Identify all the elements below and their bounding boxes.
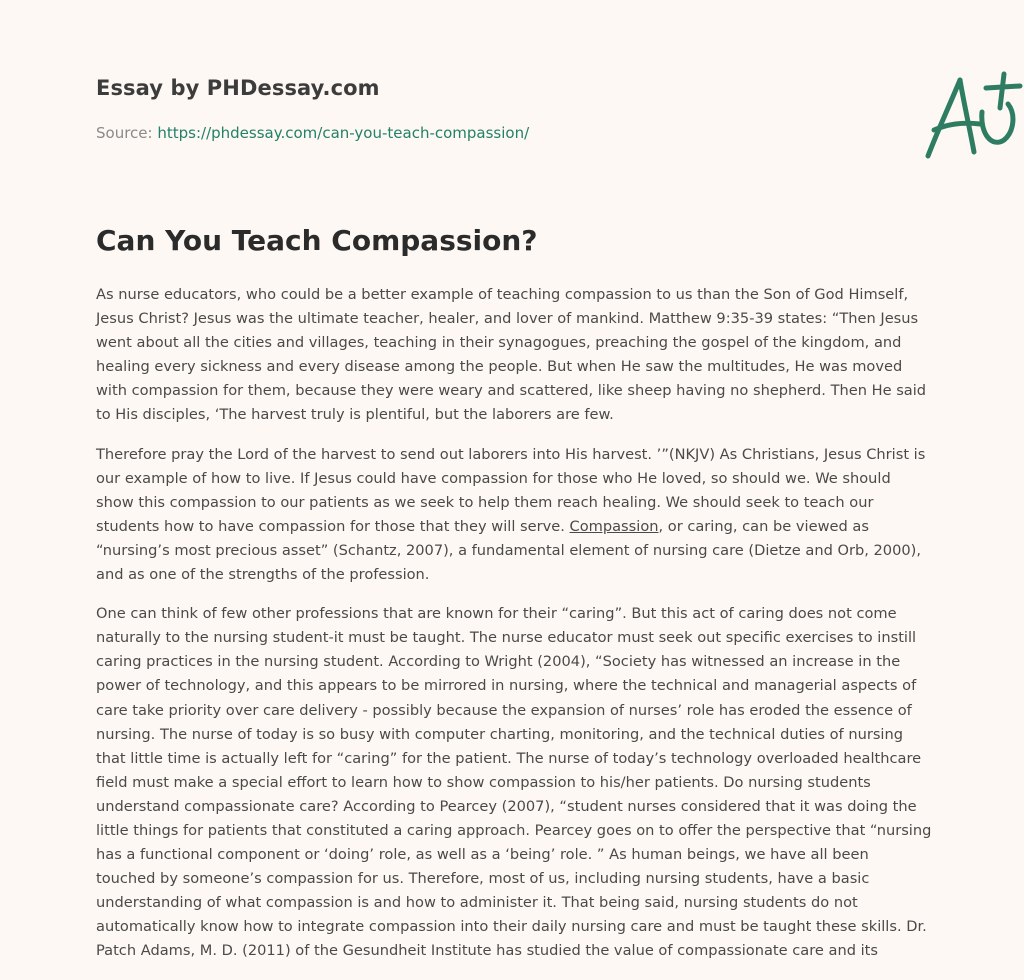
paragraph-1: As nurse educators, who could be a better example of teaching compassion to us than the Son of God Himself, Jesus Christ? Jesus was the ultimate teacher, healer, and lover of mankind. Matthew 9:35-39 states: “Then Jesus went about all the cities and villages, teaching in their synagogues, preaching the gospel of the kingdom, and healing every sickness and every disease among the people. But when He saw the multitudes, He was moved with compassion for them, because they were weary and scattered, like sheep having no shepherd. Then He said to His disciples, ‘The harvest truly is plentiful, but the laborers are few.: [96, 286, 927, 424]
compassion-link[interactable]: Compassion: [569, 517, 659, 535]
paragraph-2: [96, 443, 932, 588]
site-title: Essay by PHDessay.com: [96, 76, 380, 100]
source-label: Source:: [96, 124, 153, 142]
a-plus-logo-icon: [920, 68, 1024, 164]
essay-body: [96, 283, 932, 979]
source-line: [96, 124, 529, 142]
paragraph-2-text-b: , or caring, can be viewed as “nursing’s most precious asset” (Schantz, 2007), a fundamental element of nursing care (Dietze and Orb, 2000), and as one of the strengths of the profession.: [96, 517, 921, 584]
source-link[interactable]: https://phdessay.com/can-you-teach-compassion/: [157, 124, 530, 142]
paragraph-2-text-a: Therefore pray the Lord of the harvest to send out laborers into His harvest. ’”(NKJV) As Christians, Jesus Christ is our example of how to live. If Jesus could have compassion for those who He loved, so should we. We should show this compassion to our patients as we seek to help them reach healing. We should seek to teach our students how to have compassion for those that they will serve.: [96, 445, 926, 535]
essay-title: Can You Teach Compassion?: [96, 224, 538, 257]
paragraph-3: One can think of few other professions that are known for their “caring”. But this act of caring does not come naturally to the nursing student-it must be taught. The nurse educator must seek out specific exercises to instill caring practices in the nursing student. According to Wright (2004), “Society has witnessed an increase in the power of technology, and this appears to be mirrored in nursing, where the technical and managerial aspects of care take priority over care delivery - possibly because the expansion of nurses’ role has eroded the essence of nursing. The nurse of today is so busy with computer charting, monitoring, and the technical duties of nursing that little time is actually left for “caring” for the patient. The nurse of today’s technology overloaded healthcare field must make a special effort to learn how to show compassion to his/her patients. Do nursing students understand compassionate care? According to Pearcey (2007), “student nurses considered that it was doing the little things for patients that constituted a caring approach. Pearcey goes on to offer the perspective that “nursing has a functional component or ‘doing’ role, as well as a ‘being’ role. ” As human beings, we have all been touched by someone’s compassion for us. Therefore, most of us, including nursing students, have a basic understanding of what compassion is and how to administer it. That being said, nursing students do not automatically know how to integrate compassion into their daily nursing care and must be taught these skills. Dr. Patch Adams, M. D. (2011) of the Gesundheit Institute has studied the value of compassionate care and its: [96, 605, 932, 960]
